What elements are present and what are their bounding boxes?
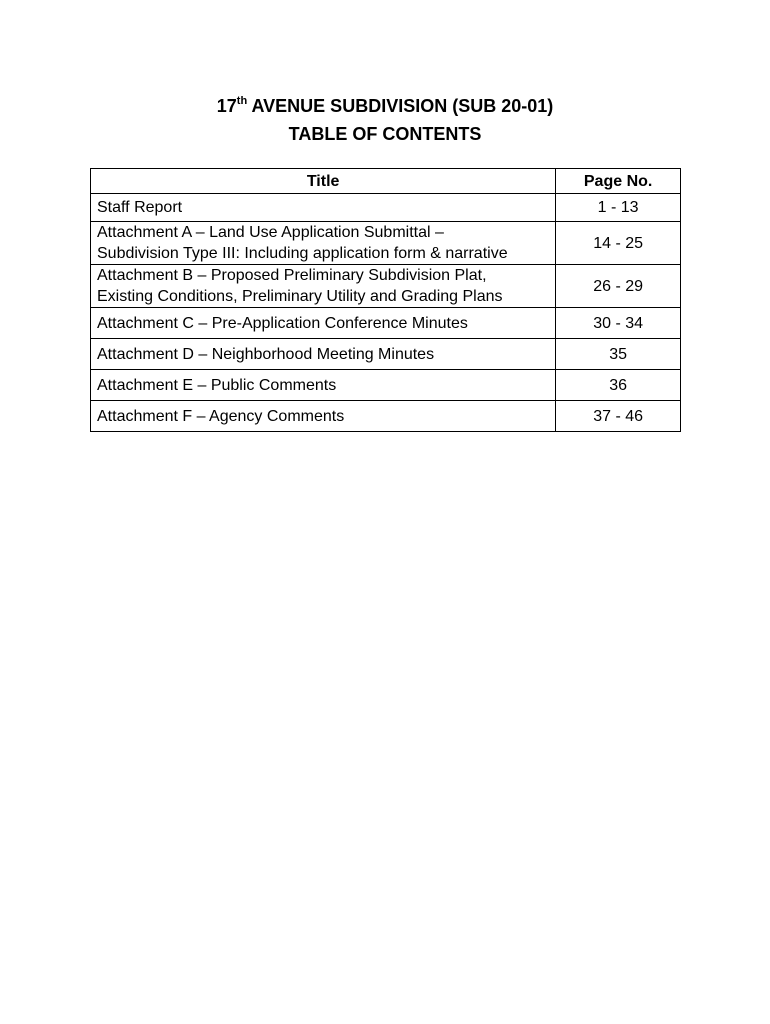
- row-page-range: 35: [556, 339, 681, 370]
- row-title: Attachment C – Pre-Application Conference Minutes: [91, 308, 556, 339]
- row-page-range: 36: [556, 370, 681, 401]
- row-page-range: 30 - 34: [556, 308, 681, 339]
- table-row: [91, 370, 681, 401]
- table-row: [91, 339, 681, 370]
- row-title: Staff Report: [91, 194, 556, 222]
- row-title-line: Attachment B – Proposed Preliminary Subdivision Plat,: [97, 267, 487, 284]
- row-page-range: 37 - 46: [556, 401, 681, 432]
- table-row: [91, 194, 681, 222]
- row-title: Attachment D – Neighborhood Meeting Minutes: [91, 339, 556, 370]
- table-row: [91, 265, 681, 308]
- title-number: 17: [216, 96, 237, 116]
- title-text: AVENUE SUBDIVISION (SUB 20-01): [247, 96, 554, 116]
- table-of-contents: [90, 168, 681, 432]
- row-title-line: Existing Conditions, Preliminary Utility and Grading Plans: [97, 288, 503, 305]
- row-page-range: 26 - 29: [556, 265, 681, 308]
- column-header-page-no: Page No.: [556, 169, 681, 194]
- row-title-line: Subdivision Type III: Including application form & narrative: [97, 245, 508, 262]
- row-page-range: 14 - 25: [556, 222, 681, 265]
- document-subtitle: TABLE OF CONTENTS: [288, 124, 482, 144]
- row-title: Attachment E – Public Comments: [91, 370, 556, 401]
- table-row: [91, 222, 681, 265]
- table-header-row: [91, 169, 681, 194]
- row-title: [91, 265, 556, 308]
- column-header-title: Title: [91, 169, 556, 194]
- title-ordinal-suffix: th: [236, 95, 248, 107]
- row-title: [91, 222, 556, 265]
- row-title-line: Attachment A – Land Use Application Submittal –: [97, 224, 444, 241]
- row-page-range: 1 - 13: [556, 194, 681, 222]
- table-row: [91, 308, 681, 339]
- row-title: Attachment F – Agency Comments: [91, 401, 556, 432]
- document-title: [0, 92, 770, 120]
- table-row: [91, 401, 681, 432]
